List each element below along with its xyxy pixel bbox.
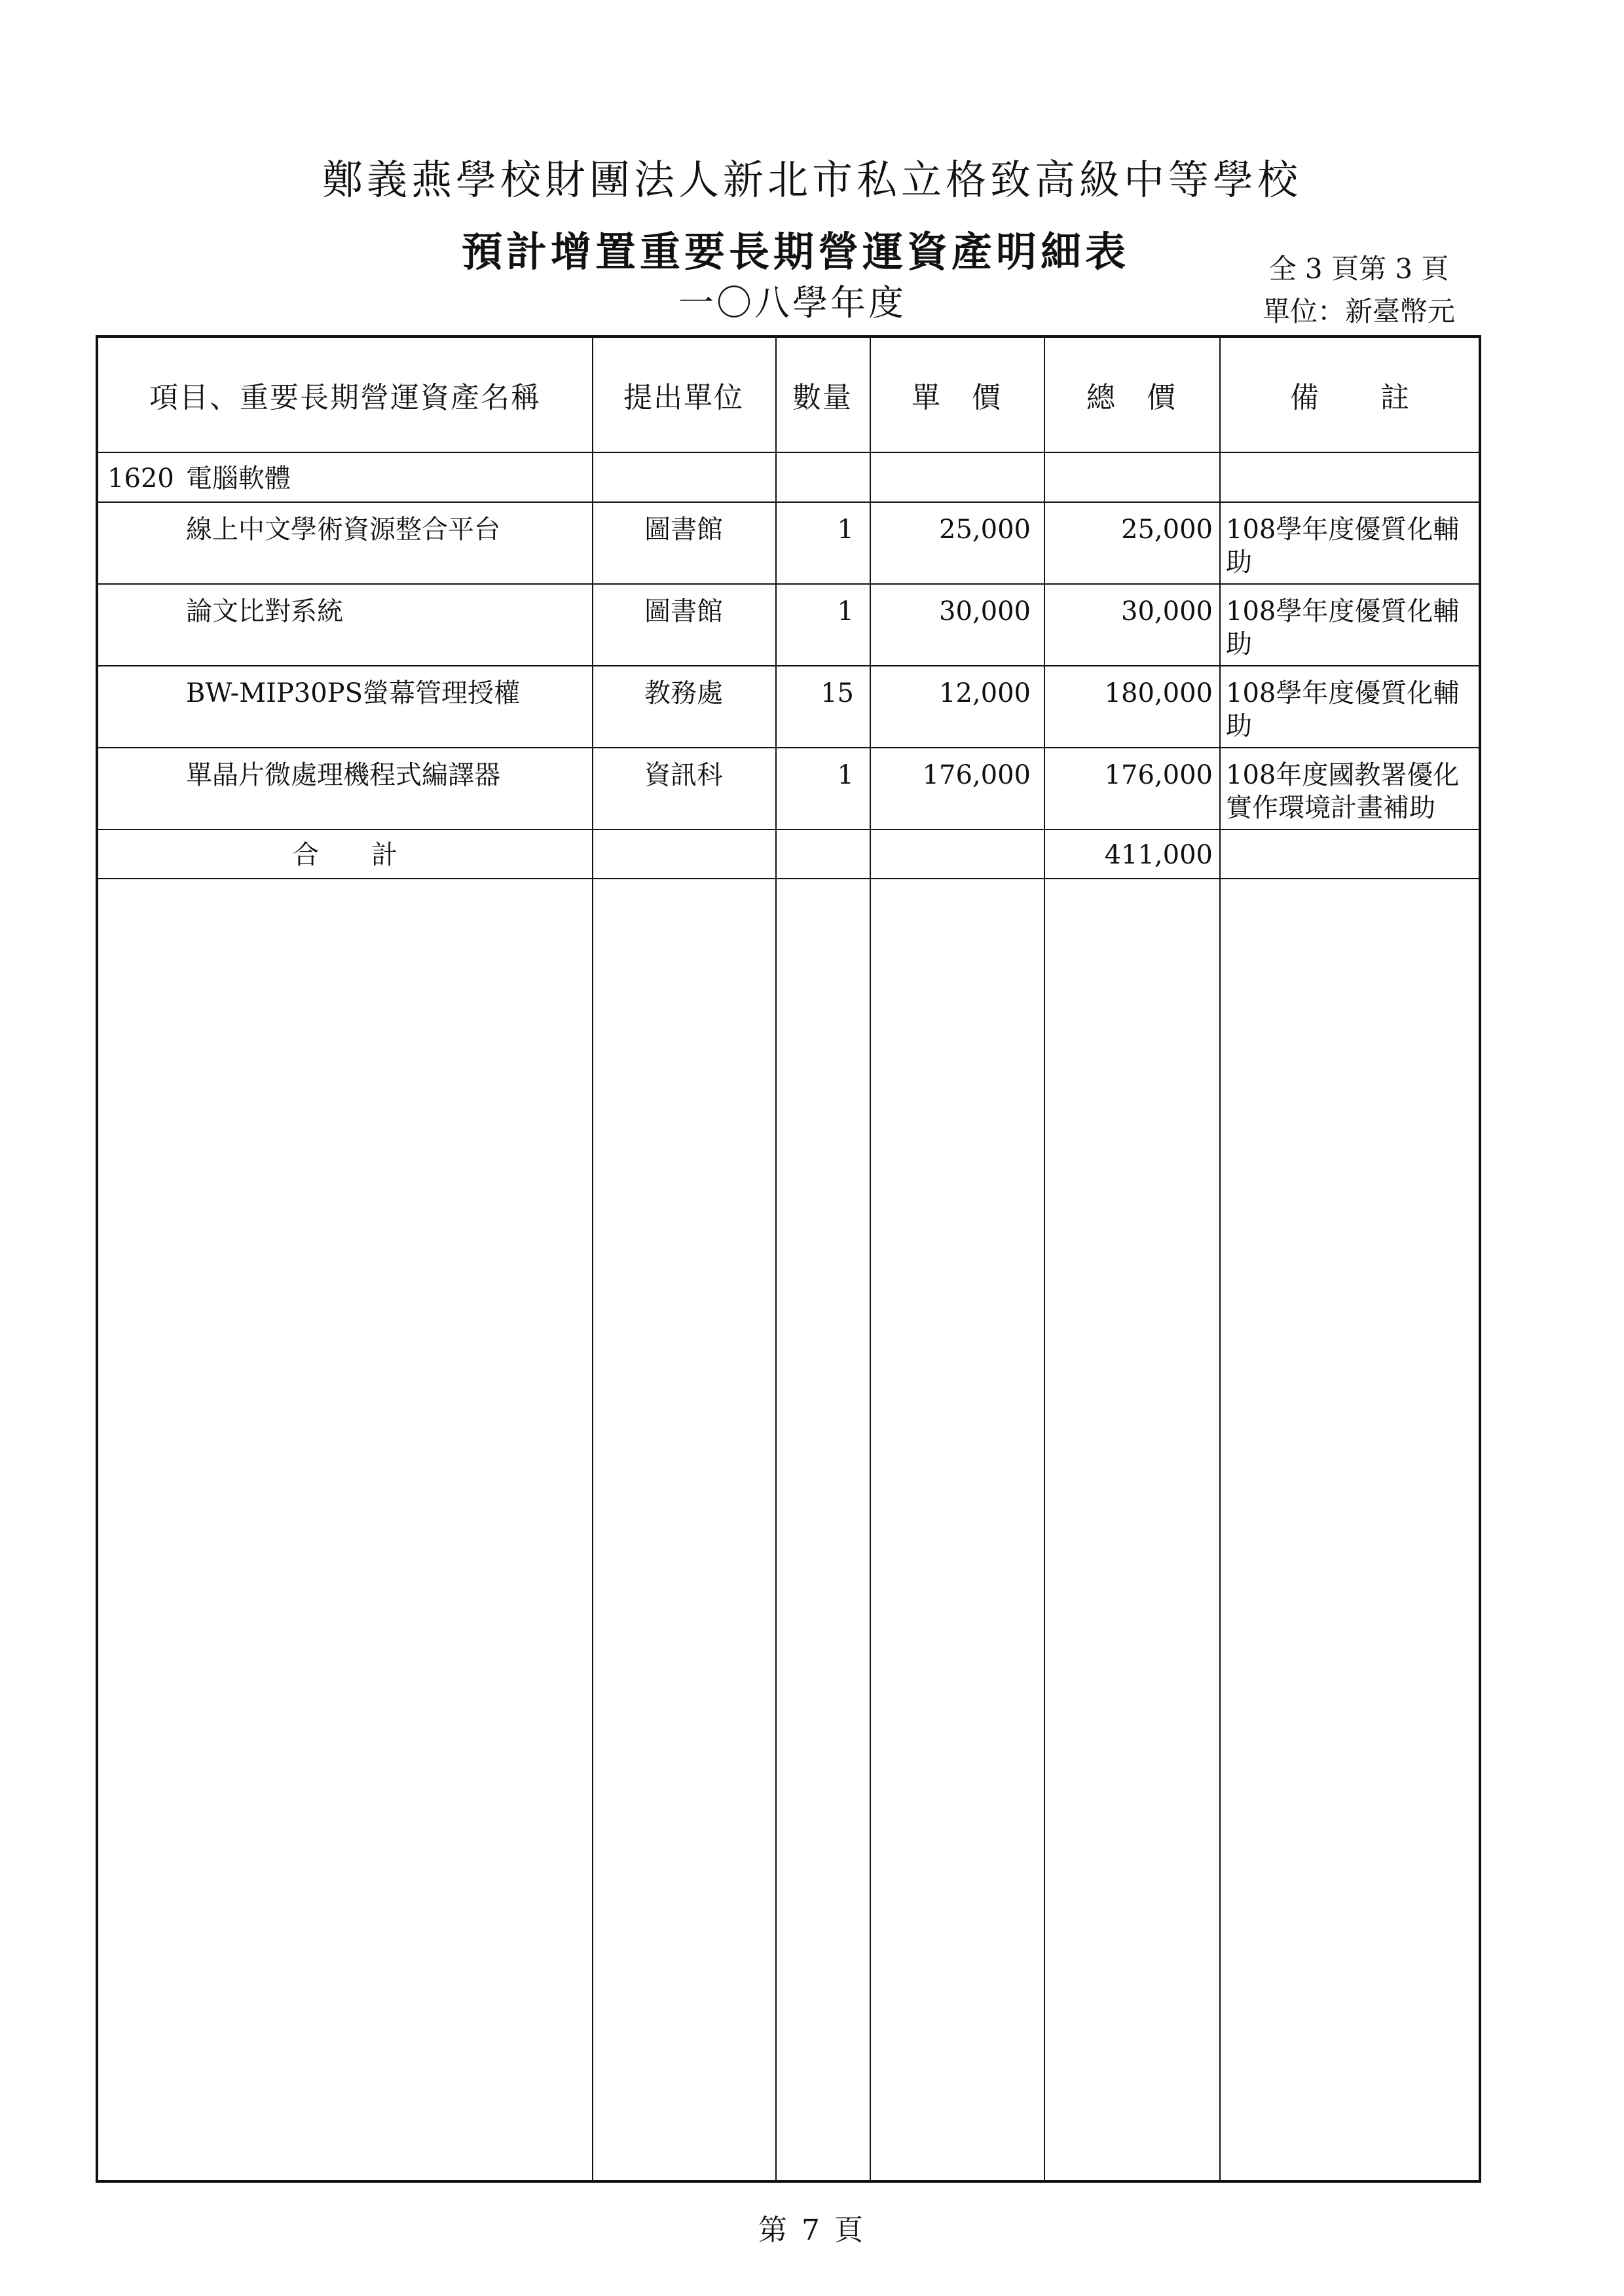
asset-unit: 資訊科 bbox=[644, 760, 723, 790]
asset-name: 單晶片微處理機程式編譯器 bbox=[186, 760, 500, 790]
asset-total: 180,000 bbox=[1104, 678, 1213, 708]
category-code: 1620 bbox=[107, 464, 174, 494]
col-header-name: 項目、重要長期營運資產名稱 bbox=[149, 381, 541, 414]
column-divider bbox=[1219, 338, 1221, 2180]
page-number: 第 7 頁 bbox=[758, 2214, 866, 2247]
asset-qty: 1 bbox=[837, 596, 854, 627]
asset-note: 108學年度優質化輔助 bbox=[1226, 596, 1460, 659]
asset-unit: 圖書館 bbox=[644, 515, 723, 545]
academic-year: 一〇八學年度 bbox=[678, 282, 906, 323]
asset-note: 108學年度優質化輔助 bbox=[1226, 515, 1460, 577]
col-header-price: 單 價 bbox=[912, 381, 1002, 414]
asset-total: 30,000 bbox=[1121, 596, 1213, 627]
col-header-unit: 提出單位 bbox=[623, 381, 744, 414]
asset-qty: 15 bbox=[821, 678, 854, 708]
asset-name: 線上中文學術資源整合平台 bbox=[186, 515, 500, 545]
col-header-total: 總 價 bbox=[1086, 381, 1177, 414]
col-header-qty: 數量 bbox=[792, 381, 853, 414]
col-header-note: 備 註 bbox=[1290, 381, 1411, 414]
asset-qty: 1 bbox=[837, 515, 854, 545]
asset-total: 25,000 bbox=[1121, 515, 1213, 545]
asset-price: 30,000 bbox=[939, 596, 1031, 627]
row-divider bbox=[98, 452, 1479, 453]
sum-label: 合 計 bbox=[293, 840, 397, 870]
asset-unit: 教務處 bbox=[644, 678, 723, 708]
page-info: 全 3 頁第 3 頁 bbox=[1268, 253, 1449, 285]
asset-price: 176,000 bbox=[922, 760, 1031, 790]
asset-note: 108學年度優質化輔助 bbox=[1226, 678, 1460, 741]
asset-name: BW-MIP30PS螢幕管理授權 bbox=[186, 678, 520, 708]
asset-price: 25,000 bbox=[939, 515, 1031, 545]
asset-price: 12,000 bbox=[939, 678, 1031, 708]
asset-table bbox=[96, 335, 1481, 2183]
school-name: 鄭義燕學校財團法人新北市私立格致高級中等學校 bbox=[322, 156, 1302, 204]
row-divider bbox=[98, 747, 1479, 748]
asset-name: 論文比對系統 bbox=[186, 596, 343, 627]
asset-unit: 圖書館 bbox=[644, 596, 723, 627]
asset-note: 108年度國教署優化實作環境計畫補助 bbox=[1226, 760, 1460, 823]
sum-total: 411,000 bbox=[1104, 840, 1213, 870]
row-divider bbox=[98, 665, 1479, 666]
report-title: 預計增置重要長期營運資產明細表 bbox=[461, 228, 1130, 276]
row-divider bbox=[98, 878, 1479, 879]
row-divider bbox=[98, 501, 1479, 503]
asset-total: 176,000 bbox=[1104, 760, 1213, 790]
row-divider bbox=[98, 583, 1479, 585]
currency-unit: 單位：新臺幣元 bbox=[1262, 295, 1455, 327]
asset-qty: 1 bbox=[837, 760, 854, 790]
row-divider bbox=[98, 829, 1479, 830]
category-name: 電腦軟體 bbox=[186, 464, 291, 494]
